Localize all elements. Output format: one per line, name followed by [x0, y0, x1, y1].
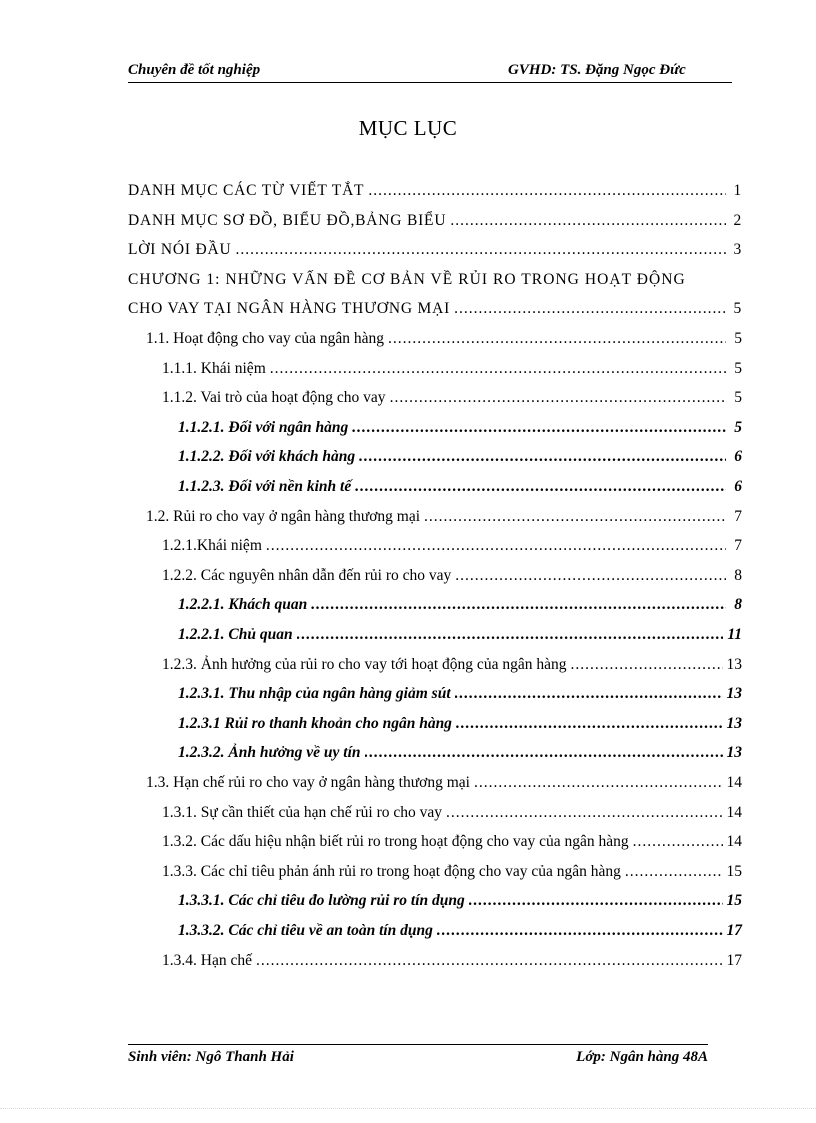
- toc-entry-page: 5: [734, 418, 742, 436]
- footer-student: Sinh viên: Ngô Thanh Hải: [128, 1049, 294, 1065]
- toc-entry: [162, 831, 742, 853]
- toc-entry-page: 13: [726, 714, 742, 732]
- toc-entry: [178, 476, 742, 498]
- toc-dot-leader: [633, 831, 723, 853]
- toc-entry-page: 14: [726, 833, 742, 851]
- toc-entry-page: 5: [733, 300, 742, 318]
- toc-entry-page: 11: [727, 626, 742, 643]
- toc-entry-page: 15: [726, 892, 742, 910]
- toc-entry-page: 8: [734, 596, 742, 614]
- toc-entry-label: 1.2.1.Khái niệm: [162, 537, 262, 555]
- toc-entry-page: 6: [734, 478, 742, 495]
- toc-dot-leader: [446, 802, 723, 824]
- toc-entry: [146, 772, 742, 794]
- toc-entry: [178, 683, 742, 705]
- toc-entry: [128, 298, 742, 320]
- toc-entry-label: 1.1.1. Khái niệm: [162, 359, 266, 377]
- page-bottom-rule: [0, 1108, 816, 1109]
- toc-entry-page: 2: [733, 211, 742, 229]
- toc-entry-page: 5: [734, 330, 742, 347]
- toc-entry: [178, 594, 742, 616]
- toc-entry: [162, 387, 742, 409]
- toc-dot-leader: [359, 446, 726, 468]
- toc-entry: [128, 210, 742, 232]
- toc-entry: [146, 328, 742, 350]
- toc-entry-page: 17: [726, 951, 742, 969]
- toc-entry-page: 13: [726, 744, 742, 762]
- toc-dot-leader: [455, 565, 726, 587]
- toc-dot-leader: [625, 861, 723, 883]
- toc-entry: [162, 861, 742, 883]
- toc-entry-label: 1.3. Hạn chế rủi ro cho vay ở ngân hàng thương mại: [146, 774, 470, 791]
- toc-entry-label: 1.1.2. Vai trò của hoạt động cho vay: [162, 389, 386, 407]
- toc-entry-page: 6: [734, 448, 742, 466]
- toc-entry-page: 1: [733, 182, 742, 199]
- toc-entry-label: 1.1.2.1. Đối với ngân hàng: [178, 418, 349, 436]
- toc-entry-page: 14: [726, 774, 742, 791]
- toc-dot-leader: [311, 594, 726, 616]
- toc-dot-leader: [454, 298, 726, 320]
- toc-entry-page: 17: [726, 922, 742, 939]
- toc-entry-page: 13: [726, 685, 742, 703]
- toc-dot-leader: [236, 239, 726, 261]
- toc-dot-leader: [390, 387, 726, 409]
- toc-entry-label: 1.2.3.1. Thu nhập của ngân hàng giảm sút: [178, 685, 451, 703]
- toc-entry-label: LỜI NÓI ĐẦU: [128, 241, 232, 259]
- toc-entry-label: 1.2.3.1 Rủi ro thanh khoản cho ngân hàng: [178, 714, 452, 732]
- toc-entry: [162, 565, 742, 587]
- header-supervisor: GVHD: TS. Đặng Ngọc Đức: [508, 62, 686, 78]
- toc-dot-leader: [469, 890, 723, 912]
- toc-entry-page: 3: [733, 241, 742, 259]
- toc-dot-leader: [437, 920, 723, 942]
- toc-entry-label: 1.2.2.1. Khách quan: [178, 596, 308, 614]
- toc-dot-leader: [570, 654, 722, 676]
- toc-entry: [162, 654, 742, 676]
- toc-dot-leader: [365, 742, 723, 764]
- toc-entry-label: 1.3.3. Các chỉ tiêu phản ánh rủi ro trong hoạt động cho vay của ngân hàng: [162, 862, 621, 880]
- toc-entry: [128, 180, 742, 202]
- toc-entry: [162, 535, 742, 557]
- page-header: [128, 60, 732, 83]
- toc-entry-label: 1.3.4. Hạn chế: [162, 951, 252, 969]
- toc-dot-leader: [270, 358, 726, 380]
- toc-entry-label: 1.3.1. Sự cần thiết của hạn chế rủi ro cho vay: [162, 803, 442, 821]
- toc-dot-leader: [450, 210, 726, 232]
- toc-entry-label: 1.2. Rủi ro cho vay ở ngân hàng thương mại: [146, 507, 421, 525]
- toc-entry: [178, 890, 742, 912]
- toc-entry-label: 1.2.2. Các nguyên nhân dẫn đến rủi ro cho vay: [162, 566, 452, 584]
- header-document-type: Chuyên đề tốt nghiệp: [128, 62, 261, 78]
- toc-entry-label: CHO VAY TẠI NGÂN HÀNG THƯƠNG MẠI: [128, 300, 451, 318]
- toc-entry-page: 5: [734, 389, 742, 407]
- toc-entry-label: 1.1.2.3. Đối với nền kinh tế: [178, 478, 352, 495]
- toc-dot-leader: [266, 535, 726, 557]
- toc-dot-leader: [474, 772, 723, 794]
- toc-entry-label: CHƯƠNG 1: NHỮNG VẤN ĐỀ CƠ BẢN VỀ RỦI RO TRONG HOẠT ĐỘNG: [128, 270, 686, 288]
- toc-entry: [162, 802, 742, 824]
- toc-entry: [128, 239, 742, 261]
- page-title: MỤC LỤC: [358, 116, 458, 140]
- toc-entry: [178, 446, 742, 468]
- toc-dot-leader: [455, 683, 723, 705]
- toc-dot-leader: [456, 713, 723, 735]
- toc-entry-label: 1.2.3. Ảnh hưởng của rủi ro cho vay tới hoạt động của ngân hàng: [162, 655, 567, 673]
- toc-entry-label: 1.3.3.2. Các chỉ tiêu về an toàn tín dụng: [178, 922, 433, 939]
- toc-entry-page: 14: [726, 803, 742, 821]
- toc-dot-leader: [352, 417, 726, 439]
- toc-entry: [178, 624, 742, 646]
- toc-entry-label: 1.3.2. Các dấu hiệu nhận biết rủi ro trong hoạt động cho vay của ngân hàng: [162, 833, 629, 851]
- toc-entry-page: 13: [726, 655, 742, 673]
- toc-entry-label: DANH MỤC CÁC TỪ VIẾT TẮT: [128, 182, 365, 199]
- toc-entry-page: 7: [734, 537, 742, 555]
- toc-entry: [178, 742, 742, 764]
- toc-entry: [162, 950, 742, 972]
- toc-dot-leader: [368, 180, 726, 202]
- toc-entry-label: 1.1.2.2. Đối với khách hàng: [178, 448, 356, 466]
- toc-entry-label: 1.3.3.1. Các chỉ tiêu đo lường rủi ro tín dụng: [178, 892, 465, 910]
- toc-dot-leader: [355, 476, 726, 498]
- toc-dot-leader: [424, 506, 726, 528]
- toc-entry-page: 7: [734, 507, 742, 525]
- toc-entry-label: 1.2.2.1. Chủ quan: [178, 626, 293, 643]
- toc-entry-label: 1.1. Hoạt động cho vay của ngân hàng: [146, 330, 385, 347]
- toc-entry: [162, 358, 742, 380]
- toc-entry-label: DANH MỤC SƠ ĐỒ, BIỂU ĐỒ,BẢNG BIỂU: [128, 211, 447, 229]
- toc-entry: [128, 269, 742, 291]
- toc-entry-page: 15: [726, 862, 742, 880]
- footer-class: Lớp: Ngân hàng 48A: [576, 1049, 708, 1065]
- toc-dot-leader: [388, 328, 726, 350]
- toc-entry: [178, 417, 742, 439]
- page-footer: [128, 1044, 708, 1069]
- toc-entry: [178, 920, 742, 942]
- toc-dot-leader: [256, 950, 723, 972]
- toc-entry: [178, 713, 742, 735]
- toc-dot-leader: [297, 624, 724, 646]
- toc-entry-page: 5: [734, 359, 742, 377]
- toc-entry-page: 8: [734, 566, 742, 584]
- toc-entry-label: 1.2.3.2. Ảnh hưởng về uy tín: [178, 744, 361, 762]
- toc-entry: [146, 506, 742, 528]
